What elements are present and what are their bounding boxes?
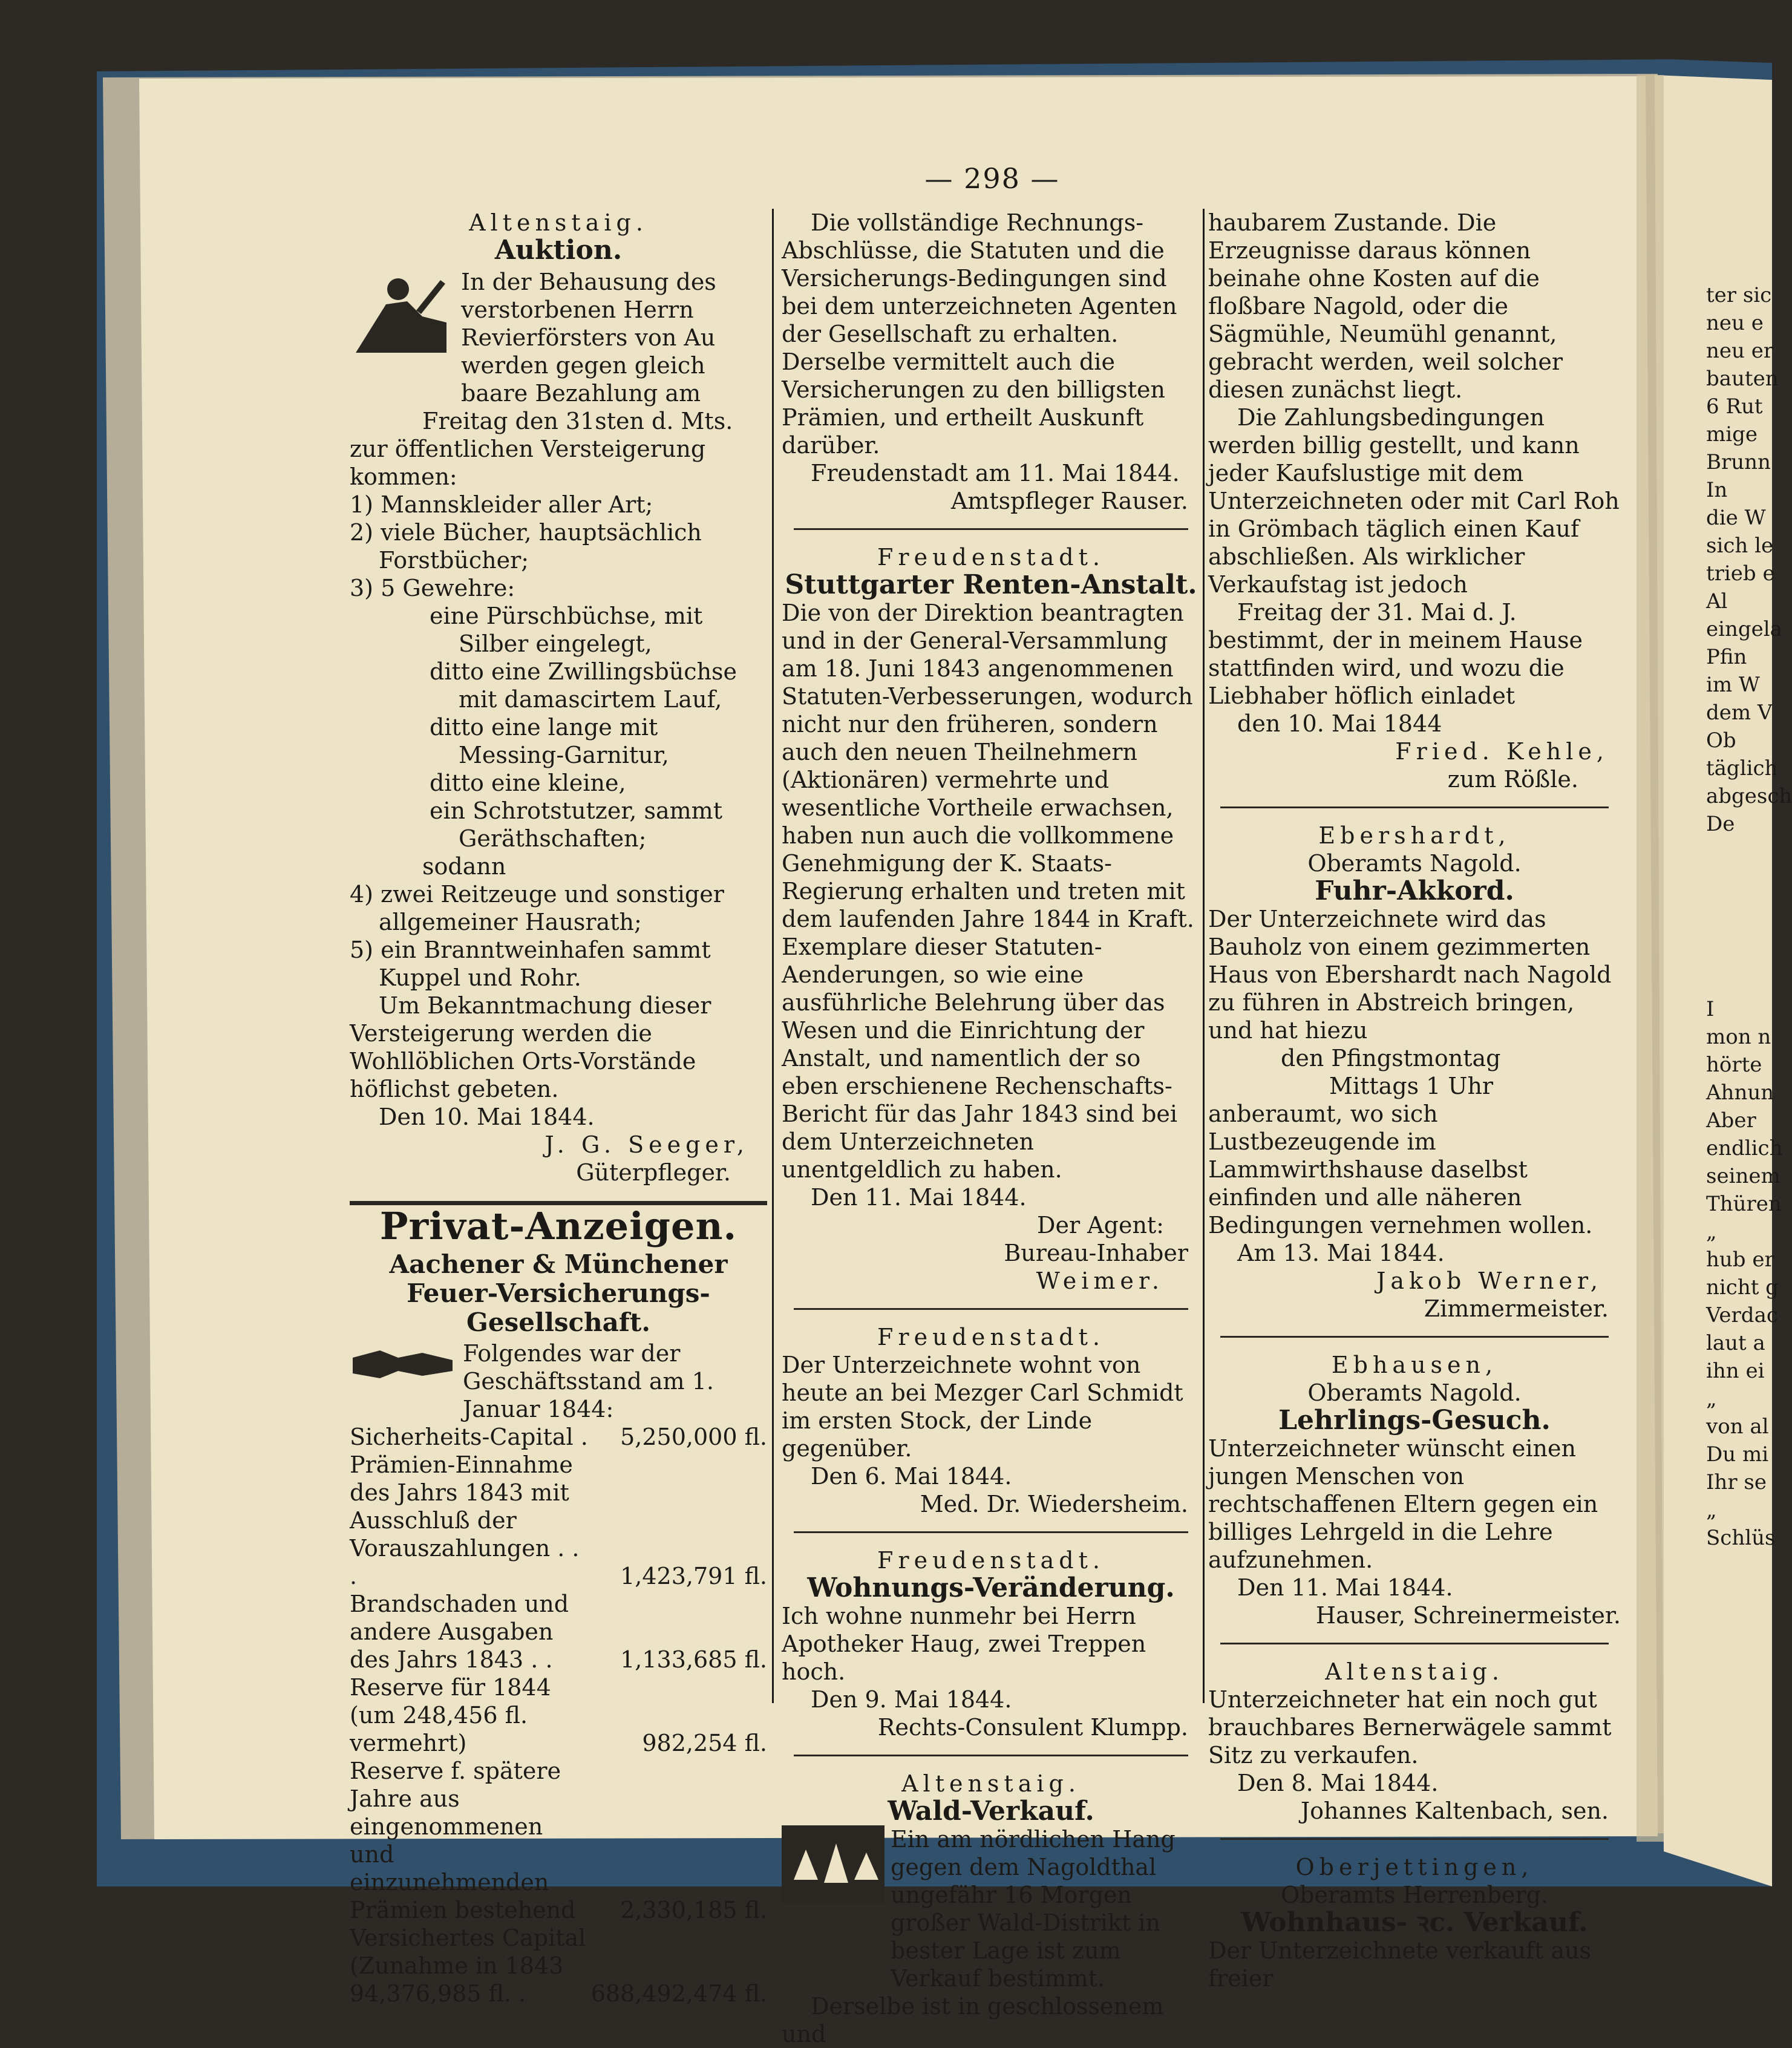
fragment-line: täglich	[1706, 756, 1778, 780]
finance-row	[350, 1924, 767, 2007]
ad-signer: J. G. Seeger,	[544, 1131, 749, 1158]
ad2-title: Stuttgarter Renten-Anstalt.	[785, 569, 1197, 600]
woodcut-fragment	[1706, 209, 1772, 281]
ad4-dateline: Den 9. Mai 1844.	[811, 1686, 1012, 1713]
finance-row	[350, 1423, 767, 1451]
fragment-line: sich le	[1706, 534, 1774, 558]
ad6-body-2: anberaumt, wo sich Lustbezeugende im Lammwirthshause daselbst einfinden und alle näheren Bedingungen vernehmen wollen.	[1208, 1101, 1593, 1238]
fragment-line: „	[1706, 1220, 1717, 1244]
finance-value: 1,423,791 fl.	[620, 1563, 767, 1589]
fragment-line: eingela	[1706, 617, 1782, 641]
fragment-line: ihn ei	[1706, 1359, 1765, 1383]
fragment-line: hub er	[1706, 1248, 1774, 1272]
ad6-dateline: Am 13. Mai 1844.	[1237, 1240, 1445, 1266]
column-right	[1208, 209, 1621, 1992]
forest-woodcut-icon	[782, 1825, 885, 1904]
ad2-body: Die von der Direktion beantragten und in der General-Versammlung am 18. Juni 1843 angenommenen Statuten-Verbesserungen, wodurch nicht nur den früheren, sondern auch den neuen Theilnehmern (Aktionären) vermehrte und wesentliche Vortheile erwachsen, haben nun auch die vollkommene Genehmigung der K. Staats-Regierung erhalten und treten mit dem laufenden Jahre 1844 in Kraft. Exemplare dieser Statuten-Aenderungen, so wie eine ausführliche Belehrung über das Wesen und die Einrichtung der Anstalt, und namentlich der so eben erschienene Rechenschafts-Bericht für das Jahr 1843 sind bei dem Unterzeichneten unentgeldlich zu haben.	[782, 600, 1194, 1183]
finance-value: 688,492,474 fl.	[590, 1980, 767, 2007]
fragment-line: von al	[1706, 1415, 1769, 1439]
cont-dateline: den 10. Mai 1844	[1237, 710, 1442, 737]
ad-title: Auktion.	[494, 235, 623, 266]
fragment-line: dem V	[1706, 701, 1773, 725]
column-left	[350, 209, 767, 2007]
ad-divider	[1220, 1643, 1609, 1644]
ad7-title: Lehrlings-Gesuch.	[1278, 1405, 1551, 1436]
finance-label: Reserve für 1844 (um 248,456 fl. vermehrt)	[350, 1674, 551, 1756]
ad8-body: Unterzeichneter hat ein noch gut brauchbares Bernerwägele sammt Sitz zu verkaufen.	[1208, 1686, 1612, 1768]
finance-row	[350, 1673, 767, 1757]
column-divider	[1203, 209, 1205, 1703]
company-intro: Folgendes war der Geschäftsstand am 1. Januar 1844:	[463, 1340, 714, 1422]
ad6-body: Der Unterzeichnete wird das Bauholz von einem gezimmerten Haus von Ebershardt nach Nagold zu führen in Abstreich bringen, und hat hiezu	[1208, 906, 1612, 1044]
finance-label: Prämien-Einnahme des Jahrs 1843 mit Ausschluß der Vorauszahlungen . . .	[350, 1451, 580, 1589]
ad-date: Freitag den 31sten d. Mts.	[422, 408, 733, 434]
ad7-body: Unterzeichneter wünscht einen jungen Menschen von rechtschaffenen Eltern gegen ein billiges Lehrgeld in die Lehre aufzunehmen.	[1208, 1435, 1598, 1573]
fragment-line: De	[1706, 812, 1735, 836]
ad-intro: In der Behausung des verstorbenen Herrn Revierförsters von Au werden gegen gleich baare Bezahlung am	[461, 269, 716, 407]
cont-text-3: bestimmt, der in meinem Hause stattfinden wird, und wozu die Liebhaber höflich einladet	[1208, 627, 1583, 709]
item-3e: ein Schrotstutzer, sammt Geräthschaften;	[430, 797, 722, 852]
fragment-line: mige	[1706, 422, 1758, 447]
ad6-sub: Oberamts Nagold.	[1307, 850, 1522, 877]
fragment-line: abgesch	[1706, 784, 1792, 808]
cont-signer: Amtspfleger Rauser.	[950, 488, 1188, 514]
ad-divider	[1220, 806, 1609, 808]
ad-divider	[1220, 1838, 1609, 1840]
ad3-signer: Med. Dr. Wiedersheim.	[920, 1491, 1188, 1517]
finance-value: 5,250,000 fl.	[620, 1424, 767, 1450]
ad6-title: Fuhr-Akkord.	[1315, 875, 1514, 906]
ad9-place: Oberjettingen,	[1295, 1854, 1534, 1880]
fragment-line: „	[1706, 1498, 1717, 1522]
cont-signer-2: zum Rößle.	[1447, 766, 1578, 793]
ad6-time: Mittags 1 Uhr	[1329, 1073, 1494, 1099]
fragment-line: Ihr se	[1706, 1470, 1767, 1494]
fragment-line: endlich	[1706, 1136, 1783, 1160]
fragment-line: Aber	[1706, 1108, 1756, 1133]
fragment-line: ter sic	[1706, 283, 1772, 307]
page-number: — 298 —	[924, 162, 1060, 195]
fragment-line: Al	[1706, 589, 1728, 613]
ad5-title: Wald-Verkauf.	[888, 1796, 1094, 1827]
ad-lead: zur öffentlichen Versteigerung kommen:	[350, 436, 706, 490]
finance-label: Sicherheits-Capital .	[350, 1424, 588, 1450]
fragment-line: bauten	[1706, 367, 1779, 391]
company-title: Aachener & Münchener Feuer-Versicherungs-Gesellschaft.	[389, 1249, 728, 1337]
ad5-body: Ein am nördlichen Hang gegen dem Nagoldthal ungefähr 16 Morgen großer Wald-Distrikt in bester Lage ist zum Verkauf bestimmt.	[891, 1826, 1176, 1992]
column-middle	[782, 209, 1200, 2048]
ad7-signer: Hauser, Schreinermeister.	[1315, 1602, 1621, 1629]
ad3-dateline: Den 6. Mai 1844.	[811, 1463, 1012, 1490]
finance-label: Brandschaden und andere Ausgaben des Jahrs 1843 . .	[350, 1591, 569, 1673]
ad2-dateline: Den 11. Mai 1844.	[811, 1184, 1027, 1211]
ad7-dateline: Den 11. Mai 1844.	[1237, 1574, 1453, 1601]
fragment-line: die W	[1706, 506, 1766, 530]
ad7-sub: Oberamts Nagold.	[1307, 1379, 1522, 1406]
item-3a: eine Pürschbüchse, mit Silber eingelegt,	[430, 603, 703, 657]
ad-divider	[794, 1308, 1188, 1310]
company-header	[350, 1340, 767, 1423]
item-3c: ditto eine lange mit Messing-Garnitur,	[430, 714, 669, 768]
ad-divider	[794, 1755, 1188, 1756]
fragment-gap	[1706, 838, 1772, 995]
ad5-place: Altenstaig.	[901, 1770, 1081, 1797]
forest-header	[782, 1825, 1200, 1992]
finance-row	[350, 1590, 767, 1673]
item-3b: ditto eine Zwillingsbüchse mit damascirtem Lauf,	[430, 658, 737, 713]
item-5: 5) ein Branntweinhafen sammt Kuppel und Rohr.	[350, 937, 711, 991]
ad3-place: Freudenstadt.	[877, 1324, 1105, 1350]
item-3d: ditto eine kleine,	[430, 770, 626, 796]
ad5-cont: Derselbe ist in geschlossenem und	[782, 1993, 1164, 2047]
fragment-line: laut a	[1706, 1331, 1765, 1355]
ad3-body: Der Unterzeichnete wohnt von heute an bei Mezger Carl Schmidt im ersten Stock, der Linde gegenüber.	[782, 1352, 1183, 1462]
item-sodann: sodann	[422, 853, 506, 880]
fragment-line: trieb e	[1706, 561, 1775, 586]
fragment-line: Schlüs	[1706, 1526, 1776, 1550]
ad-signer-title: Güterpfleger.	[576, 1159, 731, 1186]
fragment-line: Ahnun	[1706, 1081, 1774, 1105]
ad8-place: Altenstaig.	[1325, 1658, 1504, 1685]
ad4-signer: Rechts-Consulent Klumpp.	[877, 1714, 1188, 1741]
ad-divider	[794, 1531, 1188, 1533]
fragment-line: Pfin	[1706, 645, 1747, 669]
fragment-line: Du mi	[1706, 1442, 1769, 1467]
handshake-icon	[350, 1340, 456, 1388]
ad9-body: Der Unterzeichnete verkauft aus freier	[1208, 1937, 1592, 1992]
ad2-signer-1: Der Agent:	[1036, 1212, 1164, 1238]
fragment-line: hörte	[1706, 1053, 1762, 1077]
section-title: Privat-Anzeigen.	[379, 1204, 737, 1248]
item-3: 3) 5 Gewehre:	[350, 575, 515, 601]
finance-label: Reserve f. spätere Jahre aus eingenommenen und einzunehmenden Prämien bestehend	[350, 1758, 576, 1923]
auctioneer-woodcut-icon	[350, 268, 453, 359]
ad2-place: Freudenstadt.	[877, 544, 1105, 571]
fragment-line: 6 Rut	[1706, 394, 1763, 419]
ad8-signer: Johannes Kaltenbach, sen.	[1300, 1798, 1609, 1824]
ad-place: Altenstaig.	[469, 209, 648, 236]
ad7-place: Ebhausen,	[1331, 1352, 1498, 1378]
ad8-dateline: Den 8. Mai 1844.	[1237, 1770, 1439, 1796]
ad-divider	[794, 528, 1188, 530]
ad9-sub: Oberamts Herrenberg.	[1281, 1882, 1548, 1908]
fragment-line: nicht g	[1706, 1275, 1779, 1300]
cont-text: haubarem Zustande. Die Erzeugnisse daraus können beinahe ohne Kosten auf die floßbare Nagold, oder die Sägmühle, Neumühl genannt, gebracht werden, weil solcher diesen zunächst liegt.	[1208, 209, 1563, 403]
fragment-line: neu e	[1706, 311, 1764, 335]
item-1: 1) Mannskleider aller Art;	[350, 491, 653, 518]
ad4-title: Wohnungs-Veränderung.	[807, 1572, 1175, 1603]
cont-text-2: Die Zahlungsbedingungen werden billig gestellt, und kann jeder Kaufslustige mit dem Unterzeichneten oder mit Carl Roh in Grömbach täglich einen Kauf abschließen. Als wirklicher Verkaufstag ist jedoch	[1208, 404, 1620, 598]
fragment-line: I	[1706, 997, 1715, 1021]
facing-page-fragments	[1706, 209, 1792, 1552]
ad-request: Um Bekanntmachung dieser Versteigerung werden die Wohllöblichen Orts-Vorstände höflichst gebeten.	[350, 992, 711, 1102]
ad6-signer: Jakob Werner,	[1376, 1268, 1603, 1294]
fragment-line: mon n	[1706, 1025, 1771, 1049]
fragment-line: Ob	[1706, 728, 1736, 753]
ad-divider	[1220, 1336, 1609, 1338]
cont-signer: Fried. Kehle,	[1395, 738, 1609, 765]
finance-value: 2,330,185 fl.	[620, 1897, 767, 1923]
cont-dateline: Freudenstadt am 11. Mai 1844.	[811, 460, 1180, 486]
finance-table	[350, 1423, 767, 2007]
fragment-line: neu er	[1706, 339, 1774, 363]
ad9-title: Wohnhaus- ꝛc. Verkauf.	[1241, 1907, 1588, 1938]
ad4-place: Freudenstadt.	[877, 1547, 1105, 1574]
ad2-signer-2: Bureau-Inhaber	[1004, 1240, 1188, 1266]
item-4: 4) zwei Reitzeuge und sonstiger allgemeiner Hausrath;	[350, 881, 724, 935]
cont-text: Die vollständige Rechnungs-Abschlüsse, die Statuten und die Versicherungs-Bedingungen sind bei dem unterzeichneten Agenten der Gesellschaft zu erhalten. Derselbe vermittelt auch die Versicherungen zu den billigsten Prämien, und ertheilt Auskunft darüber.	[782, 209, 1177, 459]
fragment-line: im W	[1706, 673, 1760, 697]
ad-dateline: Den 10. Mai 1844.	[379, 1104, 595, 1130]
auction-header	[350, 268, 767, 407]
finance-value: 1,133,685 fl.	[620, 1646, 767, 1673]
finance-label: Versichertes Capital (Zunahme in 1843 94,376,985 fl. .	[350, 1925, 586, 2007]
fragment-line: In	[1706, 478, 1728, 502]
ad6-place: Ebershardt,	[1318, 822, 1511, 849]
finance-value: 982,254 fl.	[642, 1730, 767, 1756]
ad6-signer-2: Zimmermeister.	[1424, 1295, 1609, 1322]
ad6-day: den Pfingstmontag	[1281, 1045, 1501, 1071]
finance-row	[350, 1757, 767, 1924]
fragment-line: Verdac	[1706, 1303, 1778, 1327]
ad4-body: Ich wohne nunmehr bei Herrn Apotheker Haug, zwei Treppen hoch.	[782, 1603, 1146, 1685]
fragment-line: Brunn	[1706, 450, 1771, 474]
ad2-signer-3: Weimer.	[1036, 1268, 1164, 1294]
column-divider	[772, 209, 774, 1703]
finance-row	[350, 1451, 767, 1590]
cont-date: Freitag der 31. Mai d. J.	[1237, 599, 1517, 626]
fragment-line: seinem	[1706, 1164, 1781, 1188]
fragment-line: Thüren	[1706, 1192, 1782, 1216]
fragment-line: „	[1706, 1387, 1717, 1411]
item-2: 2) viele Bücher, hauptsächlich Forstbücher;	[350, 519, 702, 574]
